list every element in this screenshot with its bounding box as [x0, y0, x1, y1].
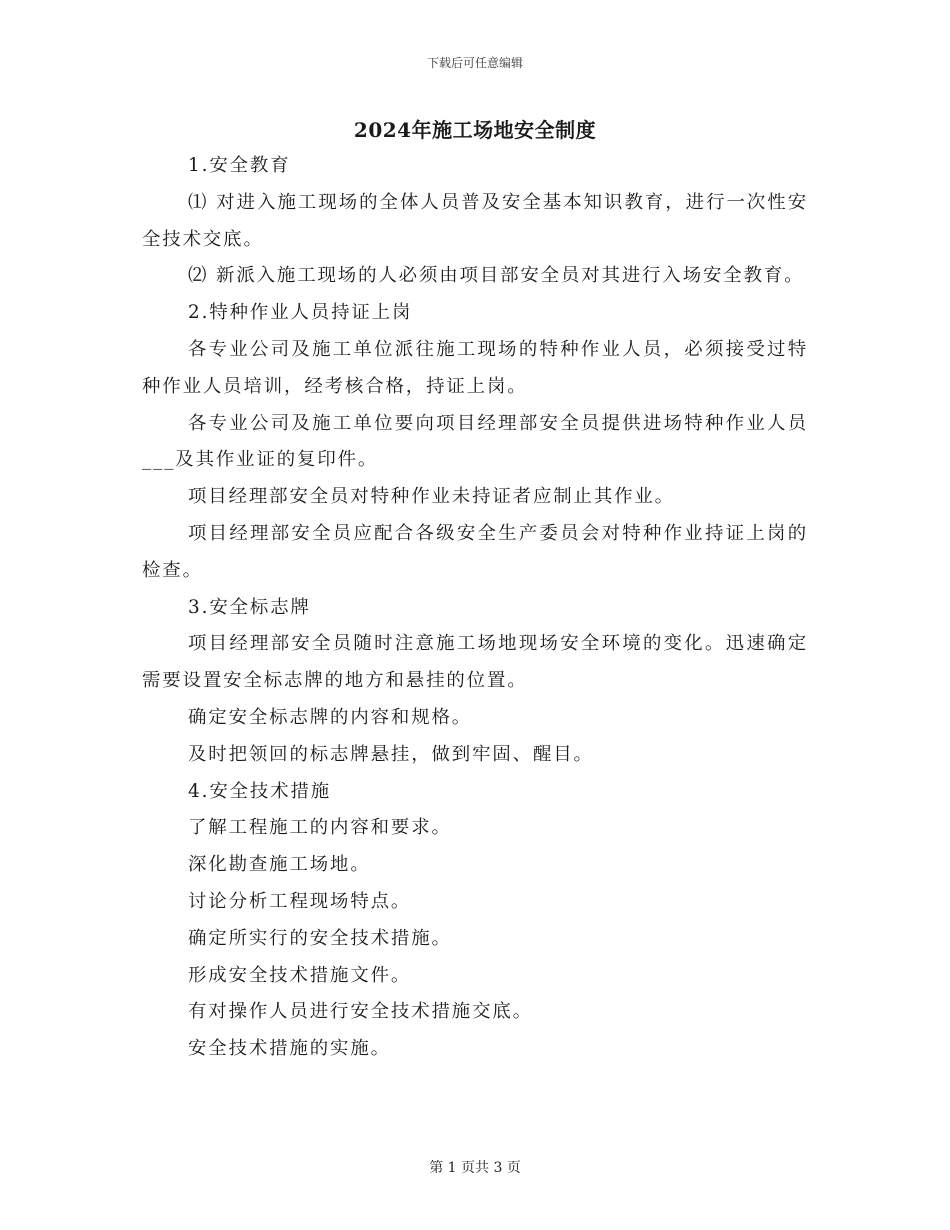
paragraph: 讨论分析工程现场特点。 — [188, 890, 412, 912]
paragraph: 有对操作人员进行安全技术措施交底。 — [188, 1001, 533, 1023]
paragraph: 了解工程施工的内容和要求。 — [188, 817, 452, 839]
section-heading-safety-signs: 3.安全标志牌 — [188, 596, 311, 618]
section-heading-technical-measures: 4.安全技术措施 — [188, 780, 332, 802]
paragraph: ⑴ 对进入施工现场的全体人员普及安全基本知识教育，进行一次性安全技术交底。 — [142, 191, 808, 250]
page-footer: 第 1 页共 3 页 — [429, 1160, 521, 1176]
paragraph: 项目经理部安全员应配合各级安全生产委员会对特种作业持证上岗的检查。 — [142, 522, 808, 581]
paragraph: 及时把领回的标志牌悬挂，做到牢固、醒目。 — [188, 743, 594, 765]
paragraph: 形成安全技术措施文件。 — [188, 964, 412, 986]
paragraph: 确定安全标志牌的内容和规格。 — [188, 706, 473, 728]
paragraph: 确定所实行的安全技术措施。 — [188, 927, 452, 949]
paragraph: 安全技术措施的实施。 — [188, 1038, 391, 1060]
paragraph: ⑵ 新派入施工现场的人必须由项目部安全员对其进行入场安全教育。 — [188, 265, 805, 287]
paragraph: 各专业公司及施工单位要向项目经理部安全员提供进场特种作业人员___及其作业证的复印件。 — [142, 412, 808, 471]
section-heading-certified-workers: 2.特种作业人员持证上岗 — [188, 302, 413, 324]
document-title: 2024年施工场地安全制度 — [353, 118, 597, 142]
paragraph: 项目经理部安全员随时注意施工场地现场安全环境的变化。迅速确定需要设置安全标志牌的地方和悬挂的位置。 — [142, 633, 808, 692]
header-note: 下载后可任意编辑 — [426, 56, 523, 70]
paragraph: 深化勘查施工场地。 — [188, 854, 371, 876]
paragraph: 各专业公司及施工单位派往施工现场的特种作业人员，必须接受过特种作业人员培训，经考核合格，持证上岗。 — [142, 338, 808, 397]
section-heading-safety-education: 1.安全教育 — [188, 155, 291, 176]
document-body — [142, 148, 808, 1068]
paragraph: 项目经理部安全员对特种作业未持证者应制止其作业。 — [188, 486, 675, 508]
